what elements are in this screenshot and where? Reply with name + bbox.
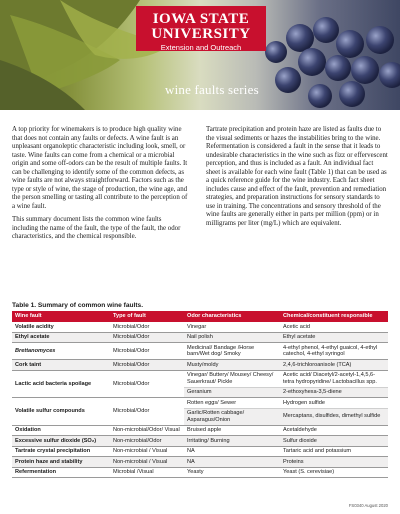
cell-odor: Bruised apple xyxy=(184,425,280,436)
cell-fault: Refermentation xyxy=(12,467,110,478)
table-row xyxy=(12,370,388,387)
cell-type: Microbial/Odor xyxy=(110,332,184,343)
table-row xyxy=(12,425,388,436)
cell-fault: Volatile acidity xyxy=(12,322,110,332)
cell-type: Microbial/Odor xyxy=(110,370,184,398)
cell-type: Microbial /Visual xyxy=(110,467,184,478)
cell-odor: NA xyxy=(184,446,280,457)
cell-odor: Yeasty xyxy=(184,467,280,478)
cell-chemical: Hydrogen sulfide xyxy=(280,398,388,409)
intro-right-column xyxy=(206,126,388,233)
table-row xyxy=(12,360,388,371)
table-row xyxy=(12,398,388,409)
table-row xyxy=(12,457,388,468)
table-header-row xyxy=(12,311,388,322)
header-chemical-responsible: Chemical/constituent responsible xyxy=(280,311,388,322)
summary-table-section xyxy=(12,302,388,478)
cell-type: Non-microbial / Visual xyxy=(110,446,184,457)
publication-code: FS0340 August 2020 xyxy=(348,503,388,508)
cell-chemical: 2-ethoxyhexa-3,5-diene xyxy=(280,387,388,398)
cell-fault: Volatile sulfur compounds xyxy=(12,398,110,426)
cell-odor: Rotten eggs/ Sewer xyxy=(184,398,280,409)
cell-type: Microbial/Odor xyxy=(110,343,184,360)
intro-paragraph-1: A top priority for winemakers is to produce high quality wine that does not contain any faults or defects. A wine fault is an unpleasant organoleptic characteristic including look, smell, or taste. Wine faults can come from a chemical or a microbial origin and some off-odors can be the result of multiple faults. It can be challenging to identify some of the common defects, as wine faults are not always straightforward. Factors such as the type or style of wine, the stage of production, the wine age, and the person smelling or tasting all contribute to the perception of a wine fault. xyxy=(12,126,188,210)
intro-left-column xyxy=(12,126,188,247)
cell-chemical: Yeast (S. cerevisiae) xyxy=(280,467,388,478)
header-wine-fault: Wine fault xyxy=(12,311,110,322)
cell-chemical: Acetic acid xyxy=(280,322,388,332)
cell-fault: Protein haze and stability xyxy=(12,457,110,468)
intro-paragraph-3: Tartrate precipitation and protein haze are listed as faults due to the visual sediments or hazes the instabilities bring to the wine. Refermentation is considered a fault in the sense that it leads to undesirable characteristics in the wine such as fizz or effervescent perception, and thus is included as a fault. An individual fact sheet is available for each wine fault (Table 1) that can be used as a quick reference guide for the wine industry. Each fact sheet includes cause and effect of the fault, prevention and remediation strategies, and preparation instructions for sensory standards to use in training. The concentrations and sensory threshold of the wine faults are generally either in parts per million (ppm) or in milligrams per liter (mg/L) which are equivalent. xyxy=(206,126,388,227)
cell-odor: Geranium xyxy=(184,387,280,398)
wine-faults-table xyxy=(12,311,388,478)
cell-chemical: Proteins xyxy=(280,457,388,468)
cell-odor: Garlic/Rotten cabbage/ Asparagus/Onion xyxy=(184,408,280,425)
cell-fault: Brettanomyces xyxy=(12,343,110,360)
logo-text-extension: Extension and Outreach xyxy=(160,43,242,52)
cell-type: Microbial/Odor xyxy=(110,322,184,332)
cell-fault: Oxidation xyxy=(12,425,110,436)
cell-odor: Vinegar xyxy=(184,322,280,332)
cell-fault: Lactic acid bacteria spoilage xyxy=(12,370,110,398)
table-row xyxy=(12,446,388,457)
cell-fault: Ethyl acetate xyxy=(12,332,110,343)
cell-chemical: Acetaldehyde xyxy=(280,425,388,436)
isu-logo xyxy=(136,6,266,51)
table-row xyxy=(12,332,388,343)
cell-chemical: 4-ethyl phenol, 4-ethyl guaicol, 4-ethyl catechol, 4-ethyl syringol xyxy=(280,343,388,360)
series-title: wine faults series xyxy=(165,82,259,97)
cell-type: Non-microbial / Visual xyxy=(110,457,184,468)
cell-chemical: 2,4,6-trichloroanisole (TCA) xyxy=(280,360,388,371)
intro-paragraph-2: This summary document lists the common wine faults including the name of the fault, the type of the fault, the odor characteristics, and the chemical responsible. xyxy=(12,216,181,240)
cell-odor: Musty/moldy xyxy=(184,360,280,371)
cell-odor: Irritating/ Burning xyxy=(184,436,280,447)
cell-chemical: Ethyl acetate xyxy=(280,332,388,343)
logo-text-iowa-state: IOWA STATE xyxy=(152,11,250,27)
cell-type: Non-microbial/Odor xyxy=(110,436,184,447)
table-row xyxy=(12,436,388,447)
cell-odor: NA xyxy=(184,457,280,468)
table-row xyxy=(12,322,388,332)
header-type-of-fault: Type of fault xyxy=(110,311,184,322)
cell-fault: Excessive sulfur dioxide (SO₂) xyxy=(12,436,110,447)
cell-chemical: Acetic acid/ Diacetyl/2-acetyl-1,4,5,6-tetra hydropyridine/ Lactobacillus spp. xyxy=(280,370,388,387)
cell-type: Microbial/Odor xyxy=(110,360,184,371)
cell-chemical: Mercaptans, disulfides, dimethyl sulfide xyxy=(280,408,388,425)
hero-banner xyxy=(0,0,400,110)
cell-odor: Vinegar/ Buttery/ Mousey/ Cheesy/ Sauerkraut/ Pickle xyxy=(184,370,280,387)
cell-chemical: Tartaric acid and potassium xyxy=(280,446,388,457)
cell-odor: Medicinal/ Bandage /Horse barn/Wet dog/ Smoky xyxy=(184,343,280,360)
table-title: Table 1. Summary of common wine faults. xyxy=(12,302,144,309)
cell-type: Non-microbial/Odor/ Visual xyxy=(110,425,184,436)
logo-text-university: UNIVERSITY xyxy=(151,26,251,42)
cell-odor: Nail polish xyxy=(184,332,280,343)
table-row xyxy=(12,467,388,478)
cell-type: Microbial/Odor xyxy=(110,398,184,426)
cell-chemical: Sulfur dioxide xyxy=(280,436,388,447)
header-odor-characteristics: Odor characteristics xyxy=(184,311,280,322)
cell-fault: Cork taint xyxy=(12,360,110,371)
cell-fault: Tartrate crystal precipitation xyxy=(12,446,110,457)
table-row xyxy=(12,343,388,360)
